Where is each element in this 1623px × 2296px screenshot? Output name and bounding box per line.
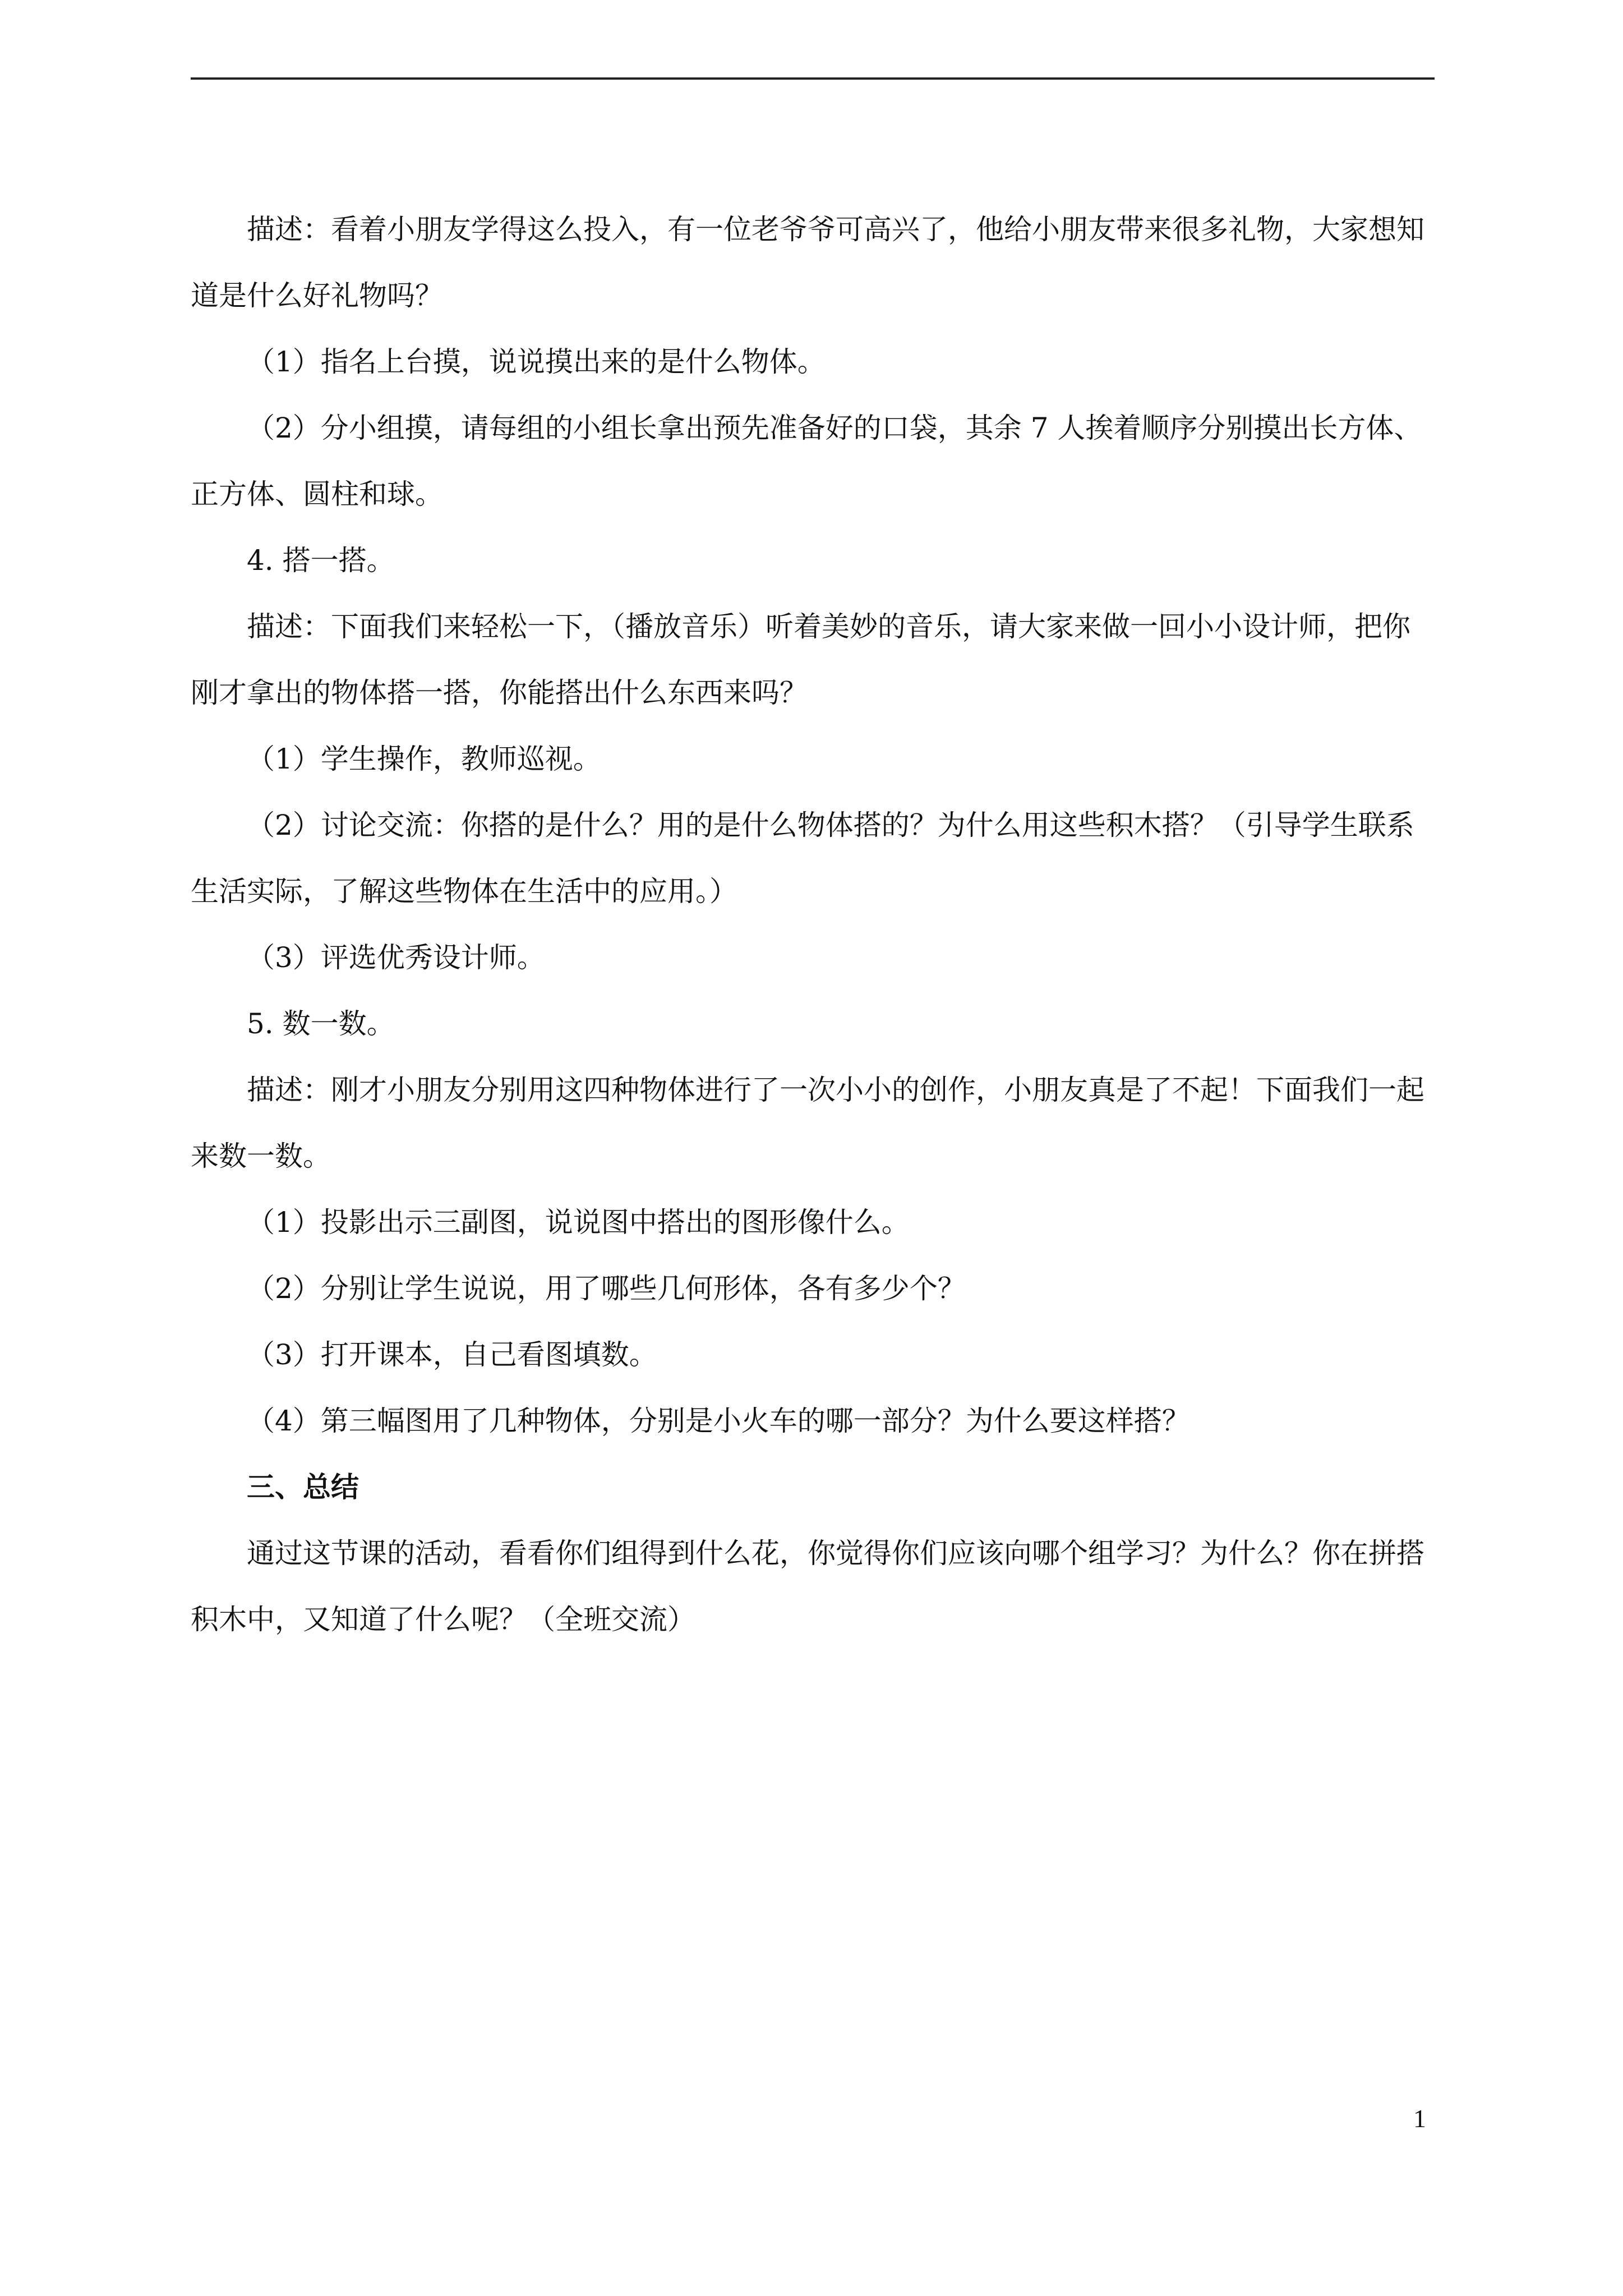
header-rule xyxy=(191,77,1435,80)
paragraph-summary: 通过这节课的活动，看看你们组得到什么花，你觉得你们应该向哪个组学习？为什么？你在拼搭积木中，又知道了什么呢？（全班交流） xyxy=(191,1537,1424,1636)
page-number: 1 xyxy=(1413,2104,1426,2133)
paragraph-describe-count: 描述：刚才小朋友分别用这四种物体进行了一次小小的创作，小朋友真是了不起！下面我们一起来数一数。 xyxy=(191,1074,1424,1172)
paragraph-count-step-2: （2）分别让学生说说，用了哪些几何形体，各有多少个？ xyxy=(247,1272,966,1305)
paragraph-build-step-1: （1）学生操作，教师巡视。 xyxy=(247,743,601,775)
paragraph-count-step-1: （1）投影出示三副图，说说图中搭出的图形像什么。 xyxy=(247,1206,910,1239)
paragraph-build-step-3: （3）评选优秀设计师。 xyxy=(247,941,545,974)
paragraph-describe-build: 描述：下面我们来轻松一下，（播放音乐）听着美妙的音乐，请大家来做一回小小设计师，把你刚才拿出的物体搭一搭，你能搭出什么东西来吗？ xyxy=(191,610,1410,709)
paragraph-count-step-4: （4）第三幅图用了几种物体，分别是小火车的哪一部分？为什么要这样搭？ xyxy=(247,1405,1190,1437)
document-body xyxy=(191,196,1435,1653)
paragraph-build-step-2: （2）讨论交流：你搭的是什么？用的是什么物体搭的？为什么用这些积木搭？（引导学生联系生活实际，了解这些物体在生活中的应用。） xyxy=(191,809,1414,908)
paragraph-count-step-3: （3）打开课本，自己看图填数。 xyxy=(247,1338,657,1371)
paragraph-step-1-touch: （1）指名上台摸，说说摸出来的是什么物体。 xyxy=(247,346,826,378)
section-build: 4. 搭一搭。 xyxy=(247,544,395,577)
paragraph-step-2-group-touch: （2）分小组摸，请每组的小组长拿出预先准备好的口袋，其余 7 人挨着顺序分别摸出长方体、正方体、圆柱和球。 xyxy=(191,412,1422,510)
paragraph-describe-gift: 描述：看着小朋友学得这么投入，有一位老爷爷可高兴了，他给小朋友带来很多礼物，大家想知道是什么好礼物吗？ xyxy=(191,213,1424,312)
section-count: 5. 数一数。 xyxy=(247,1007,395,1040)
section-summary-heading: 三、总结 xyxy=(247,1470,359,1503)
